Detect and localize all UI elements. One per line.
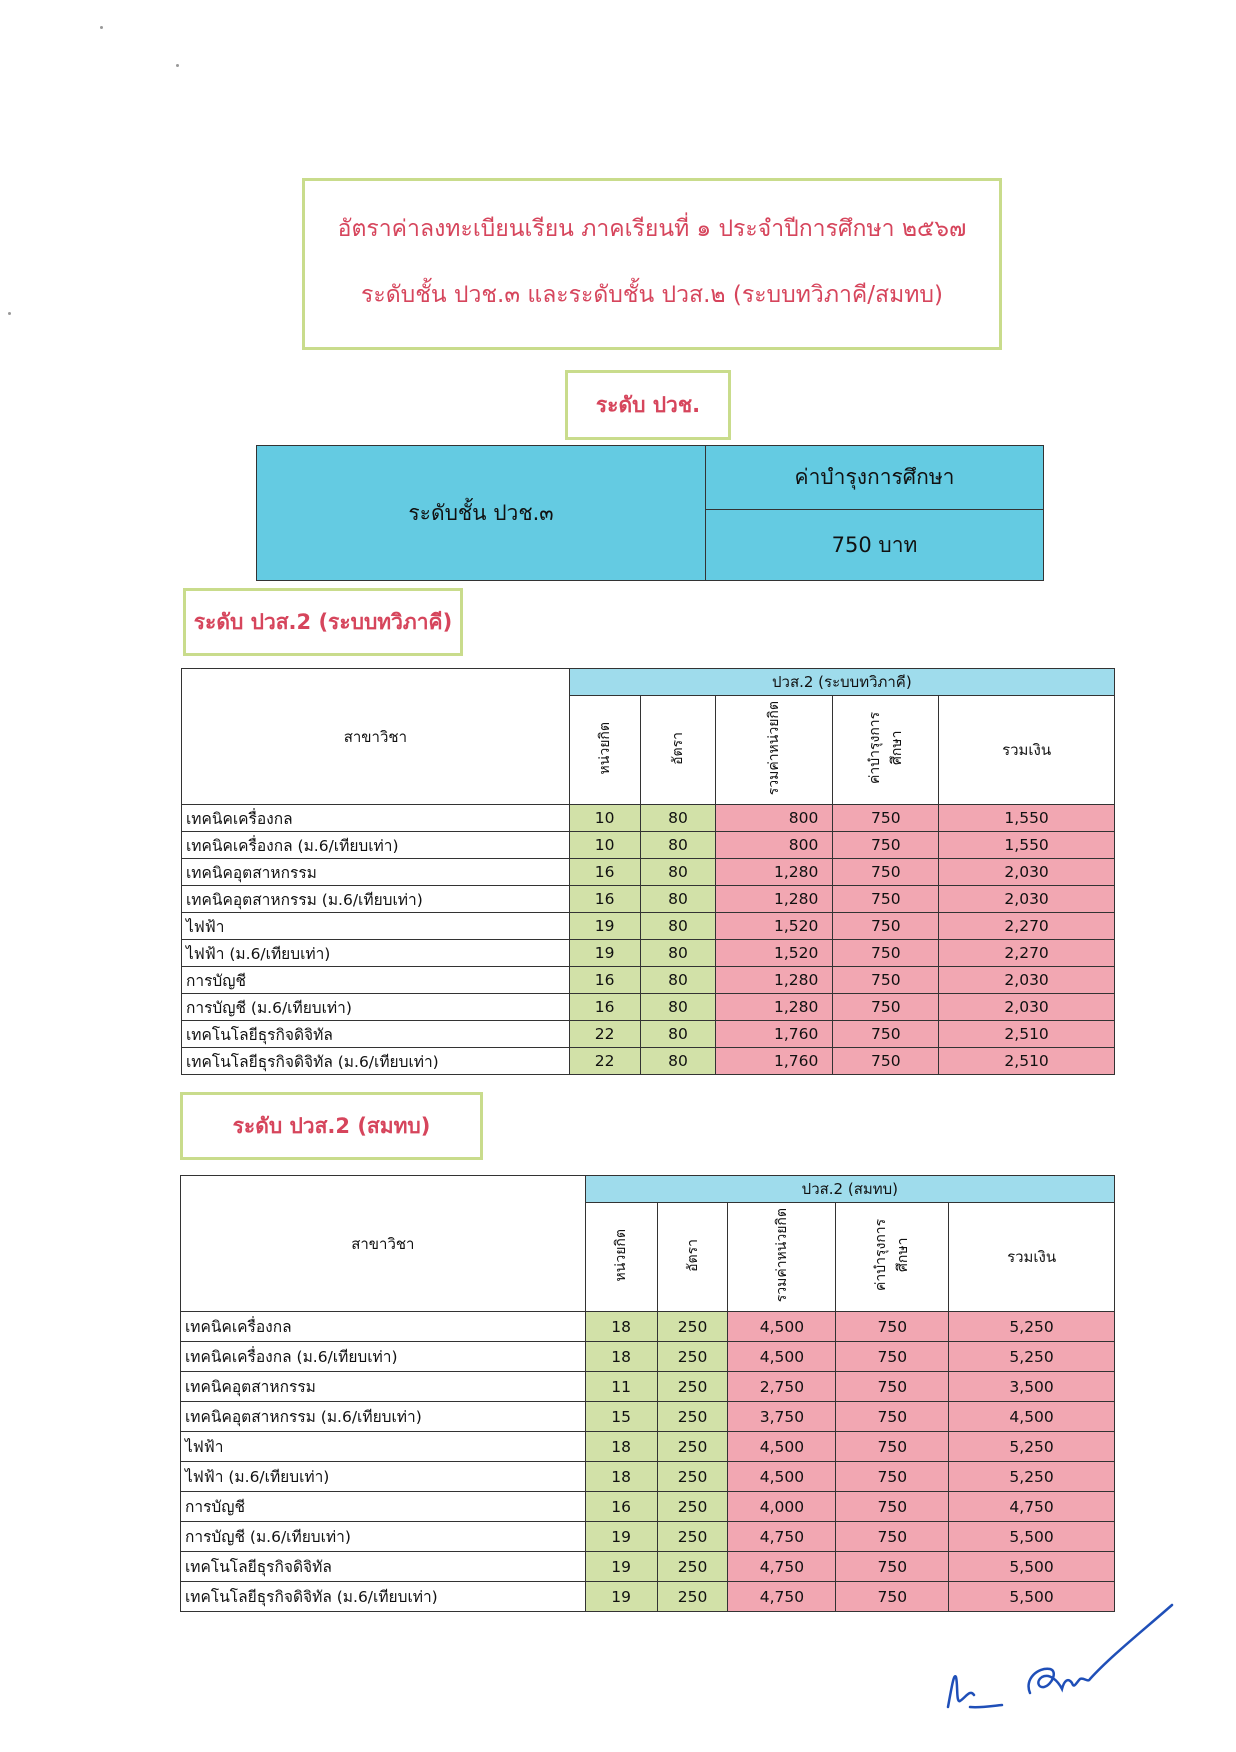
unit-total-cell: 1,280 <box>716 859 833 886</box>
col-unit-total-header: รวมค่าหน่วยกิต <box>728 1203 836 1312</box>
unit-total-cell: 4,500 <box>728 1312 836 1342</box>
table-row <box>181 1462 1115 1492</box>
subject-cell: การบัญชี <box>182 967 570 994</box>
scan-speck <box>100 26 103 29</box>
subject-header: สาขาวิชา <box>182 669 570 805</box>
sum-cell: 2,510 <box>939 1048 1115 1075</box>
unit-total-cell: 4,500 <box>728 1432 836 1462</box>
units-cell: 18 <box>585 1432 657 1462</box>
group-header: ปวส.2 (ระบบทวิภาคี) <box>569 669 1114 696</box>
document-title-box <box>302 178 1002 350</box>
units-cell: 19 <box>585 1552 657 1582</box>
table-row <box>181 1522 1115 1552</box>
subject-cell: ไฟฟ้า <box>181 1432 586 1462</box>
units-cell: 16 <box>569 886 640 913</box>
units-cell: 16 <box>569 859 640 886</box>
maint-cell: 750 <box>836 1372 949 1402</box>
sum-cell: 1,550 <box>939 805 1115 832</box>
sum-cell: 2,030 <box>939 967 1115 994</box>
unit-total-cell: 1,520 <box>716 913 833 940</box>
maint-cell: 750 <box>833 994 939 1021</box>
units-cell: 19 <box>569 940 640 967</box>
sum-cell: 1,550 <box>939 832 1115 859</box>
joint-fee-table <box>180 1175 1115 1612</box>
rate-cell: 250 <box>657 1372 728 1402</box>
subject-cell: เทคนิคอุตสาหกรรม (ม.6/เทียบเท่า) <box>182 886 570 913</box>
maint-cell: 750 <box>836 1432 949 1462</box>
table-row <box>181 1432 1115 1462</box>
table-row <box>181 1552 1115 1582</box>
col-rate-header: อัตรา <box>640 696 716 805</box>
unit-total-cell: 800 <box>716 832 833 859</box>
sum-cell: 2,030 <box>939 994 1115 1021</box>
rate-cell: 250 <box>657 1312 728 1342</box>
subject-cell: เทคนิคเครื่องกล (ม.6/เทียบเท่า) <box>181 1342 586 1372</box>
subject-cell: การบัญชี (ม.6/เทียบเท่า) <box>181 1522 586 1552</box>
col-sum-header: รวมเงิน <box>939 696 1115 805</box>
subject-cell: เทคนิคอุตสาหกรรม <box>182 859 570 886</box>
unit-total-cell: 3,750 <box>728 1402 836 1432</box>
maint-cell: 750 <box>833 1048 939 1075</box>
units-cell: 18 <box>585 1312 657 1342</box>
col-rate-header: อัตรา <box>657 1203 728 1312</box>
rate-cell: 80 <box>640 805 716 832</box>
subject-cell: เทคนิคอุตสาหกรรม <box>181 1372 586 1402</box>
rate-cell: 250 <box>657 1552 728 1582</box>
units-cell: 11 <box>585 1372 657 1402</box>
maint-cell: 750 <box>833 832 939 859</box>
sum-cell: 5,250 <box>949 1342 1115 1372</box>
sum-cell: 5,500 <box>949 1552 1115 1582</box>
table-row <box>181 1492 1115 1522</box>
units-cell: 10 <box>569 805 640 832</box>
subject-cell: เทคโนโลยีธุรกิจดิจิทัล <box>182 1021 570 1048</box>
col-maint-header: ค่าบำรุงการศึกษา <box>836 1203 949 1312</box>
scan-speck <box>176 64 179 67</box>
subject-cell: เทคโนโลยีธุรกิจดิจิทัล <box>181 1552 586 1582</box>
rate-cell: 250 <box>657 1462 728 1492</box>
table-row <box>182 967 1115 994</box>
pvc-section-label: ระดับ ปวช. <box>565 370 731 440</box>
maint-cell: 750 <box>833 913 939 940</box>
unit-total-cell: 1,280 <box>716 994 833 1021</box>
unit-total-cell: 4,750 <box>728 1582 836 1612</box>
col-units-header: หน่วยกิต <box>585 1203 657 1312</box>
sum-cell: 2,030 <box>939 859 1115 886</box>
subject-cell: การบัญชี <box>181 1492 586 1522</box>
rate-cell: 250 <box>657 1342 728 1372</box>
sum-cell: 3,500 <box>949 1372 1115 1402</box>
joint-section-label-text: ระดับ ปวส.2 (สมทบ) <box>232 1113 431 1138</box>
maint-cell: 750 <box>833 1021 939 1048</box>
sum-cell: 2,270 <box>939 940 1115 967</box>
units-cell: 16 <box>569 994 640 1021</box>
maint-cell: 750 <box>833 967 939 994</box>
maint-cell: 750 <box>836 1552 949 1582</box>
table-row <box>182 805 1115 832</box>
units-cell: 16 <box>585 1492 657 1522</box>
sum-cell: 5,500 <box>949 1582 1115 1612</box>
sum-cell: 2,030 <box>939 886 1115 913</box>
table-row <box>182 1048 1115 1075</box>
maint-cell: 750 <box>836 1582 949 1612</box>
table-row <box>181 1342 1115 1372</box>
maint-cell: 750 <box>836 1522 949 1552</box>
dual-section-label-text: ระดับ ปวส.2 (ระบบทวิภาคี) <box>193 609 453 634</box>
rate-cell: 250 <box>657 1432 728 1462</box>
col-sum-header: รวมเงิน <box>949 1203 1115 1312</box>
maint-cell: 750 <box>833 859 939 886</box>
units-cell: 22 <box>569 1048 640 1075</box>
title-line-2: ระดับชั้น ปวช.๓ และระดับชั้น ปวส.๒ (ระบบทวิภาคี/สมทบ) <box>361 282 943 308</box>
units-cell: 18 <box>585 1462 657 1492</box>
subject-cell: ไฟฟ้า (ม.6/เทียบเท่า) <box>181 1462 586 1492</box>
subject-cell: เทคนิคเครื่องกล <box>182 805 570 832</box>
rate-cell: 80 <box>640 859 716 886</box>
sum-cell: 5,250 <box>949 1312 1115 1342</box>
sum-cell: 2,270 <box>939 913 1115 940</box>
rate-cell: 80 <box>640 913 716 940</box>
units-cell: 15 <box>585 1402 657 1432</box>
col-units-header: หน่วยกิต <box>569 696 640 805</box>
maint-cell: 750 <box>836 1312 949 1342</box>
unit-total-cell: 1,760 <box>716 1048 833 1075</box>
units-cell: 19 <box>569 913 640 940</box>
unit-total-cell: 4,500 <box>728 1342 836 1372</box>
dual-fee-table <box>181 668 1115 1075</box>
signature <box>940 1585 1180 1725</box>
table-row <box>181 1312 1115 1342</box>
rate-cell: 80 <box>640 940 716 967</box>
pvc-level-cell: ระดับชั้น ปวช.๓ <box>257 446 706 580</box>
pvc-fee-value: 750 บาท <box>831 532 918 557</box>
col-unit-total-header: รวมค่าหน่วยกิต <box>716 696 833 805</box>
rate-cell: 80 <box>640 832 716 859</box>
subject-cell: ไฟฟ้า <box>182 913 570 940</box>
rate-cell: 250 <box>657 1522 728 1552</box>
maint-cell: 750 <box>833 886 939 913</box>
maint-cell: 750 <box>833 805 939 832</box>
sum-cell: 5,250 <box>949 1432 1115 1462</box>
title-line-1: อัตราค่าลงทะเบียนเรียน ภาคเรียนที่ ๑ ประจำปีการศึกษา ๒๕๖๗ <box>337 216 967 242</box>
unit-total-cell: 1,520 <box>716 940 833 967</box>
subject-cell: การบัญชี (ม.6/เทียบเท่า) <box>182 994 570 1021</box>
col-maint-header: ค่าบำรุงการศึกษา <box>833 696 939 805</box>
pvc-fee-table <box>256 445 1044 581</box>
joint-section-label <box>180 1092 483 1160</box>
group-header: ปวส.2 (สมทบ) <box>585 1176 1114 1203</box>
unit-total-cell: 4,000 <box>728 1492 836 1522</box>
units-cell: 18 <box>585 1342 657 1372</box>
maint-cell: 750 <box>836 1492 949 1522</box>
table-row <box>182 859 1115 886</box>
scan-speck <box>8 312 11 315</box>
table-row <box>182 913 1115 940</box>
rate-cell: 250 <box>657 1582 728 1612</box>
subject-cell: เทคนิคอุตสาหกรรม (ม.6/เทียบเท่า) <box>181 1402 586 1432</box>
sum-cell: 4,750 <box>949 1492 1115 1522</box>
unit-total-cell: 1,760 <box>716 1021 833 1048</box>
dual-section-label <box>183 588 463 656</box>
rate-cell: 80 <box>640 886 716 913</box>
rate-cell: 80 <box>640 994 716 1021</box>
units-cell: 10 <box>569 832 640 859</box>
rate-cell: 250 <box>657 1492 728 1522</box>
subject-cell: เทคโนโลยีธุรกิจดิจิทัล (ม.6/เทียบเท่า) <box>181 1582 586 1612</box>
units-cell: 16 <box>569 967 640 994</box>
units-cell: 19 <box>585 1522 657 1552</box>
rate-cell: 80 <box>640 967 716 994</box>
table-row <box>182 832 1115 859</box>
maint-cell: 750 <box>833 940 939 967</box>
table-row <box>182 994 1115 1021</box>
subject-cell: เทคโนโลยีธุรกิจดิจิทัล (ม.6/เทียบเท่า) <box>182 1048 570 1075</box>
table-row <box>181 1372 1115 1402</box>
sum-cell: 5,500 <box>949 1522 1115 1552</box>
subject-cell: ไฟฟ้า (ม.6/เทียบเท่า) <box>182 940 570 967</box>
unit-total-cell: 4,750 <box>728 1522 836 1552</box>
unit-total-cell: 1,280 <box>716 886 833 913</box>
units-cell: 22 <box>569 1021 640 1048</box>
unit-total-cell: 1,280 <box>716 967 833 994</box>
maint-cell: 750 <box>836 1342 949 1372</box>
rate-cell: 80 <box>640 1048 716 1075</box>
sum-cell: 2,510 <box>939 1021 1115 1048</box>
sum-cell: 4,500 <box>949 1402 1115 1432</box>
unit-total-cell: 2,750 <box>728 1372 836 1402</box>
table-row <box>182 886 1115 913</box>
rate-cell: 250 <box>657 1402 728 1432</box>
units-cell: 19 <box>585 1582 657 1612</box>
table-row <box>182 940 1115 967</box>
sum-cell: 5,250 <box>949 1462 1115 1492</box>
subject-header: สาขาวิชา <box>181 1176 586 1312</box>
pvc-fee-label: ค่าบำรุงการศึกษา <box>706 446 1043 510</box>
maint-cell: 750 <box>836 1462 949 1492</box>
table-row <box>181 1402 1115 1432</box>
maint-cell: 750 <box>836 1402 949 1432</box>
subject-cell: เทคนิคเครื่องกล (ม.6/เทียบเท่า) <box>182 832 570 859</box>
rate-cell: 80 <box>640 1021 716 1048</box>
subject-cell: เทคนิคเครื่องกล <box>181 1312 586 1342</box>
unit-total-cell: 800 <box>716 805 833 832</box>
unit-total-cell: 4,500 <box>728 1462 836 1492</box>
unit-total-cell: 4,750 <box>728 1552 836 1582</box>
table-row <box>182 1021 1115 1048</box>
